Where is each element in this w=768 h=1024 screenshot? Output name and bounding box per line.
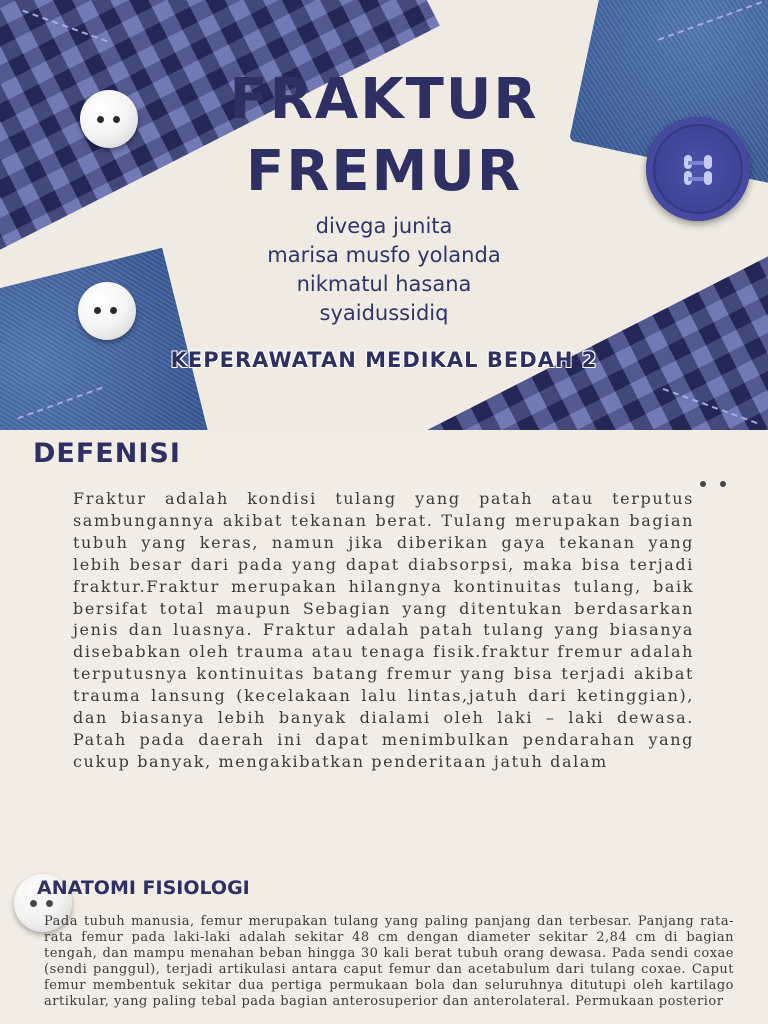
- title-line-2: FREMUR: [246, 139, 522, 204]
- author-name: marisa musfo yolanda: [267, 243, 501, 267]
- definisi-paragraph: Fraktur adalah kondisi tulang yang patah atau terputus sambungannya akibat tekanan berat. Tulang merupakan bagian tubuh yang keras, namun jika diberikan gaya tekanan yang lebih besar dari pada yang dapat diabsorpsi, maka bisa terjadi fraktur.Fraktur merupakan hilangnya kontinuitas tulang, baik bersifat total maupun Sebagian yang ditentukan berdasarkan jenis dan luasnya. Fraktur adalah patah tulang yang biasanya disebabkan oleh trauma atau tenaga fisik.fraktur fremur adalah terputusnya kontinuitas batang fremur yang bisa terjadi akibat trauma lansung (kecelakaan lalu lintas,jatuh dari ketinggian), dan biasanya lebih banyak dialami oleh laki – laki dewasa. Patah pada daerah ini dapat menimbulkan pendarahan yang cukup banyak, mengakibatkan penderitaan jatuh dalam: [73, 489, 694, 771]
- anatomi-heading: ANATOMI FISIOLOGI: [37, 877, 250, 899]
- author-list: [0, 212, 768, 328]
- author-name: divega junita: [315, 214, 453, 238]
- decorative-dot: [700, 481, 706, 487]
- author-name: nikmatul hasana: [296, 272, 472, 296]
- author-name: syaidussidiq: [319, 301, 449, 325]
- cover-slide: [0, 0, 768, 430]
- decorative-dot: [720, 481, 726, 487]
- title-line-1: FRAKTUR: [229, 67, 539, 132]
- course-name: KEPERAWATAN MEDIKAL BEDAH 2: [170, 348, 598, 372]
- definisi-heading: DEFENISI: [33, 438, 181, 469]
- content-page: [0, 430, 768, 1024]
- anatomi-paragraph: Pada tubuh manusia, femur merupakan tulang yang paling panjang dan terbesar. Panjang rata-rata femur pada laki-laki adalah sekitar 48 cm dengan diameter sekitar 2,84 cm di bagian tengah, dan mampu menahan beban hingga 30 kali berat tubuh orang dewasa. Pada sendi coxae (sendi panggul), terjadi artikulasi antara caput femur dan acetabulum dari tulang coxae. Caput femur membentuk sekitar dua pertiga permukaan bola dan seluruhnya ditutupi oleh kartilago artikular, yang paling tebal pada bagian anterosuperior dan anterolateral. Permukaan posterior: [44, 914, 734, 1010]
